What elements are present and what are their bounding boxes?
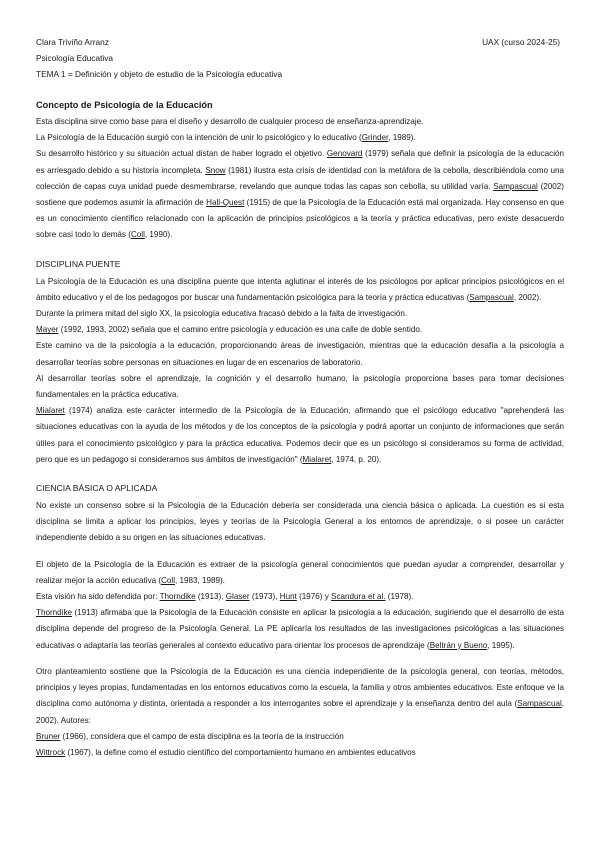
paragraph: Esta disciplina sirve como base para el diseño y desarrollo de cualquier proceso de enseñanza-aprendizaje. <box>36 117 424 126</box>
paragraph: Su desarrollo histórico y su situación actual distan de haber logrado el objetivo. Genovard (1979) señala que definir la psicología de la educación es arriesgado debido a su historia incompleta. Snow (1981) ilustra esta crisis de identidad con la metáfora de la cebolla, describiéndola como una colección de capas cuya unidad puede desmembrarse, revelando que aunque todas las capas son cebolla, su utilidad varía. Sampascual (2002) sostiene que podemos asumir la afirmación de Hall-Quest (1915) de que la Psicología de la Educación está mal organizada. Hay consenso en que es un conocimiento científico relacionado con la aplicación de principios psicológicos a la teoría y práctica educativas, pero existe desacuerdo sobre casi todo lo demás (Coll, 1990). <box>36 149 565 240</box>
citation: Wittrock <box>36 747 66 757</box>
paragraph: Este camino va de la psicología a la educación, proporcionando áreas de investigación, mientras que la educación desafía a la psicología a desarrollar teorías sobre personas en situaciones en lugar de en escenarios de laboratorio. <box>36 341 564 367</box>
citation: Sampascual <box>493 181 538 191</box>
paragraph: No existe un consenso sobre si la Psicología de la Educación debería ser considerada una ciencia básica o aplicada. La cuestión es si esta disciplina se limita a aplicar los principios, leyes y teorías de la Psicología General a los entornos de aprendizaje, o si posee un carácter independiente debido a su origen en las situaciones educativas. <box>36 501 564 543</box>
citation: Thorndike <box>36 608 72 618</box>
citation: Mialaret <box>302 454 332 464</box>
citation: Grinder <box>361 133 389 143</box>
page-header-left <box>36 37 282 85</box>
paragraph: La Psicología de la Educación es una disciplina puente que intenta aglutinar el interés de los psicólogos por aplicar principios psicológicos en el ámbito educativo y el de los pedagogos por buscar una fundamentación psicológica para la teoría y práctica educativas (Sampascual, 2002). <box>36 276 564 302</box>
citation: Mayer <box>36 325 59 335</box>
citation: Sampascual <box>469 292 514 302</box>
paragraph: Thorndike (1913) afirmaba que la Psicología de la Educación consiste en aplicar la psicología a la educación, sugiriendo que el desarrollo de esta disciplina depende del progreso de la Psicología General. La PE aplicaría los resultados de las investigaciones psicológicas a las situaciones educativas o adaptaría las teorías generales al contexto educativo para orientar los procesos de aprendizaje (Beltrán y Bueno, 1995). <box>36 608 564 650</box>
section-title-concepto: Concepto de Psicología de la Educación <box>36 100 213 110</box>
paragraph: Wittrock (1967), la define como el estudio científico del comportamiento humano en ambientes educativos <box>36 747 416 757</box>
topic-title: TEMA 1 = Definición y objeto de estudio de la Psicología educativa <box>36 69 283 79</box>
citation: Snow <box>205 165 226 175</box>
section-title-ciencia-basica: CIENCIA BÁSICA O APLICADA <box>36 483 158 494</box>
document-body <box>36 98 564 761</box>
author-name: Clara Triviño Arranz <box>36 37 109 47</box>
citation: Hunt <box>279 592 297 602</box>
citation: Hall-Quest <box>206 198 245 208</box>
citation: Glaser <box>225 592 250 602</box>
citation: Scandura et al. <box>331 592 386 602</box>
paragraph: Otro planteamiento sostiene que la Psicología de la Educación es una ciencia independiente de la psicología general, con teorías, métodos, principios y leyes propias, fundamentadas en los entornos educativos como la escuela, la familia y otros ambientes educativos. Este enfoque ve la disciplina como autónoma y distinta, orientada a responder a los interrogantes sobre el aprendizaje y la enseñanza dentro del aula (Sampascual, 2002). Autores: <box>36 666 564 725</box>
citation: Genovard <box>326 149 363 159</box>
citation: Coll <box>130 230 145 240</box>
paragraph: Bruner (1966), considera que el campo de esta disciplina es la teoría de la instrucción <box>36 731 344 741</box>
paragraph: Durante la primera mitad del siglo XX, la psicología educativa fracasó debido a la falta de investigación. <box>36 309 408 319</box>
paragraph: Mialaret (1974) analiza este carácter intermedio de la Psicología de la Educación, afirmando que el psicólogo educativo "aprehenderá las situaciones educativas con la ayuda de los métodos y de los conceptos de la psicología y podrá aportar un conjunto de informaciones que serán útiles para el conocimiento psicológico y para la práctica educativa. Podemos decir que es un psicólogo si consideramos su forma de actividad, pero que es un pedagogo si consideramos sus ámbitos de investigación" (Mialaret, 1974, p. 20). <box>36 406 564 464</box>
paragraph: Al desarrollar teorías sobre el aprendizaje, la cognición y el desarrollo humano, la psicología proporciona bases para tomar decisiones fundamentales en la práctica educativa. <box>36 373 564 400</box>
paragraph: El objeto de la Psicología de la Educación es extraer de la psicología general conocimientos que puedan ayudar a comprender, desarrollar y realizar mejor la acción educativa (Coll, 1983, 1989). <box>36 559 564 585</box>
citation: Thorndike <box>159 592 196 602</box>
citation: Bruner <box>36 731 61 741</box>
citation: Coll <box>161 575 176 585</box>
citation: Beltrán y Bueno <box>429 640 488 650</box>
citation: Sampascual <box>517 699 562 709</box>
citation: Mialaret <box>36 406 65 416</box>
paragraph: Mayer (1992, 1993, 2002) señala que el camino entre psicología y educación es una calle de doble sentido. <box>36 325 423 335</box>
paragraph: La Psicología de la Educación surgió con la intención de unir lo psicológico y lo educativo (Grinder, 1989). <box>36 133 416 143</box>
section-title-disciplina-puente: DISCIPLINA PUENTE <box>36 258 121 269</box>
course-label: UAX (curso 2024-25) <box>482 37 560 47</box>
subject-name: Psicología Educativa <box>36 53 114 63</box>
paragraph: Esta visión ha sido defendida por: Thorndike (1913), Glaser (1973), Hunt (1976) y Scandura et al. (1978). <box>36 592 414 602</box>
